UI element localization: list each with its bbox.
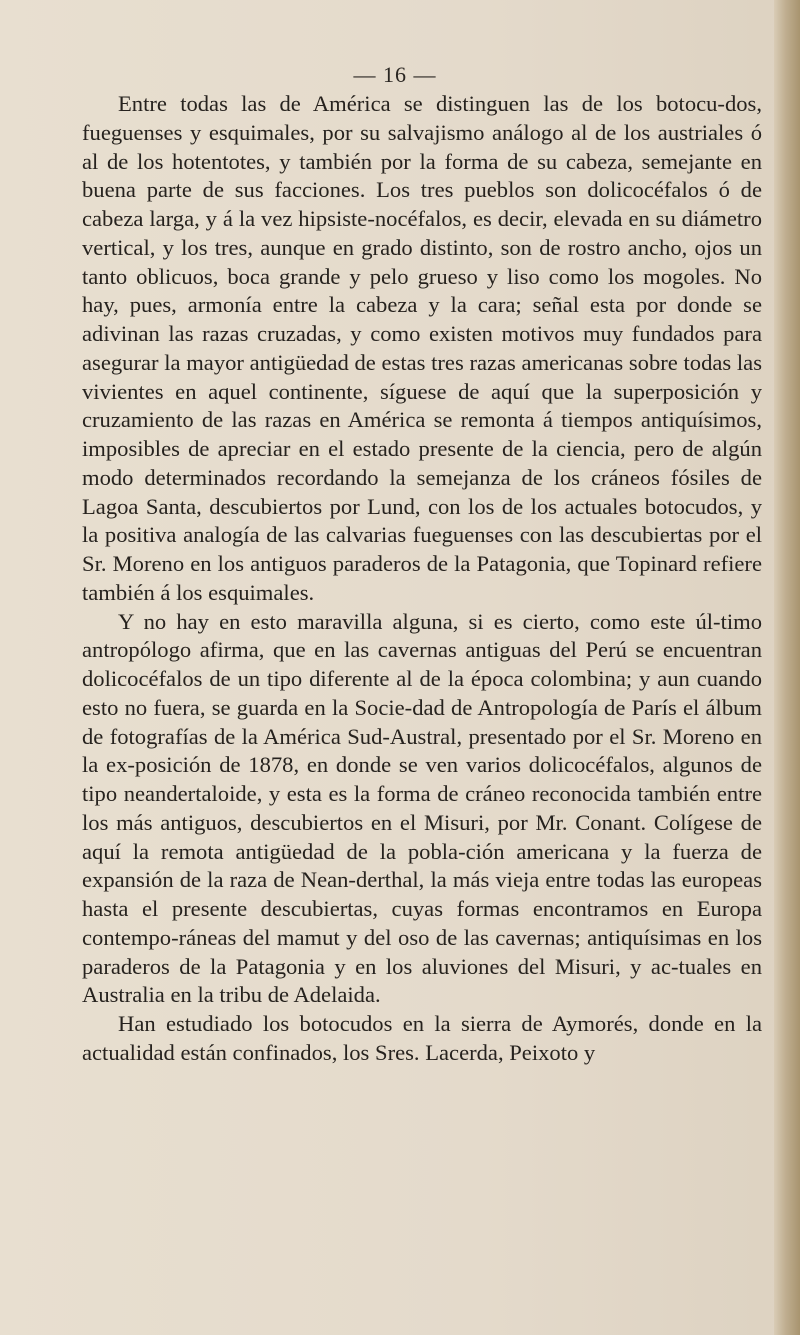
paragraph-1: Entre todas las de América se distinguen las de los botocu-dos, fueguenses y esquimales, por su salvajismo análogo al de los austriales ó al de los hotentotes, y también por la forma de su cabeza, semejante en buena parte de sus facciones. Los tres pueblos son dolicocéfalos ó de cabeza larga, y á la vez hipsiste-nocéfalos, es decir, elevada en su diámetro vertical, y los tres, aunque en grado distinto, son de rostro ancho, ojos un tanto oblicuos, boca grande y pelo grueso y liso como los mogoles. No hay, pues, armonía entre la cabeza y la cara; señal esta por donde se adivinan las razas cruzadas, y como existen motivos muy fundados para asegurar la mayor antigüedad de estas tres razas americanas sobre todas las vivientes en aquel continente, síguese de aquí que la superposición y cruzamiento de las razas en América se remonta á tiempos antiquísimos, imposibles de apreciar en el estado presente de la ciencia, pero de algún modo determinados recordando la semejanza de los cráneos fósiles de Lagoa Santa, descubiertos por Lund, con los de los actuales botocudos, y la positiva analogía de las calvarias fueguenses con las descubiertas por el Sr. Moreno en los antiguos paraderos de la Patagonia, que Topinard refiere también á los esquimales. [82,91,762,605]
page-edge-shadow [774,0,800,1335]
paragraph-2: Y no hay en esto maravilla alguna, si es cierto, como este úl-timo antropólogo afirma, que en las cavernas antiguas del Perú se encuentran dolicocéfalos de un tipo diferente al de la época colombina; y aun cuando esto no fuera, se guarda en la Socie-dad de Antropología de París el álbum de fotografías de la América Sud-Austral, presentado por el Sr. Moreno en la ex-posición de 1878, en donde se ven varios dolicocéfalos, algunos de tipo neandertaloide, y esta es la forma de cráneo reconocida también entre los más antiguos, descubiertos en el Misuri, por Mr. Conant. Colígese de aquí la remota antigüedad de la pobla-ción americana y la fuerza de expansión de la raza de Nean-derthal, la más vieja entre todas las europeas hasta el presente descubiertas, cuyas formas encontramos en Europa contempo-ráneas del mamut y del oso de las cavernas; antiquísimas en los paraderos de la Patagonia y en los aluviones del Misuri, y ac-tuales en Australia en la tribu de Adelaida. [82,608,762,1008]
page-number: — 16 — [353,62,437,87]
body-text [82,90,762,1068]
paragraph-3: Han estudiado los botocudos en la sierra de Aymorés, donde en la actualidad están confinados, los Sres. Lacerda, Peixoto y [82,1011,762,1065]
